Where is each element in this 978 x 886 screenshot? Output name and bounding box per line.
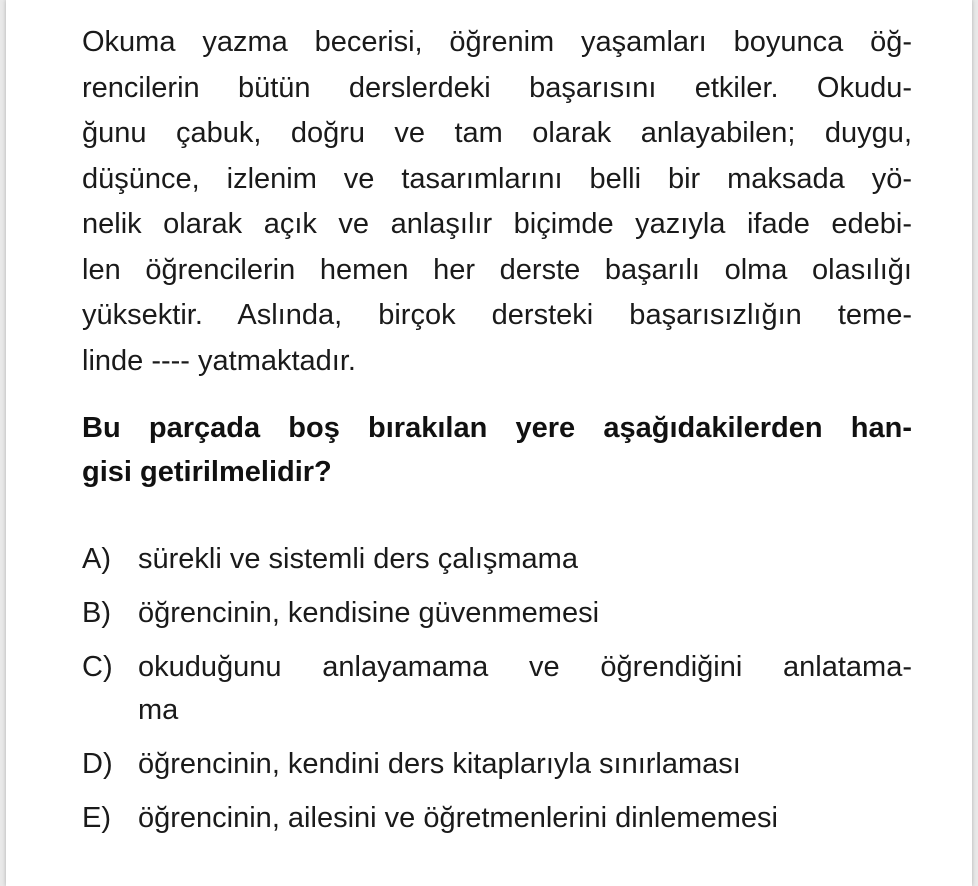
option-text: sürekli ve sistemli ders çalışmama	[138, 543, 578, 575]
option-text: öğrencinin, kendini ders kitaplarıyla sınırlaması	[138, 748, 741, 780]
passage-line: len öğrencilerin hemen her derste başarılı olma olasılığı	[82, 253, 912, 286]
question-line: gisi getirilmelidir?	[82, 456, 332, 488]
passage-line: linde ---- yatmaktadır.	[82, 344, 356, 377]
option-text: öğrencinin, ailesini ve öğretmenlerini dinlememesi	[138, 802, 778, 834]
option-text: ma	[138, 694, 179, 726]
option-text: öğrencinin, kendisine güvenmemesi	[138, 597, 600, 629]
option-letter: D)	[82, 748, 113, 780]
option-a[interactable]	[82, 538, 912, 581]
option-letter: A)	[82, 543, 111, 575]
passage-line: yüksektir. Aslında, birçok dersteki başarısızlığın teme-	[82, 299, 912, 331]
option-c[interactable]	[82, 646, 912, 732]
passage-line: Okuma yazma becerisi, öğrenim yaşamları boyunca öğ-	[82, 26, 912, 58]
option-letter: E)	[82, 802, 111, 834]
reading-passage	[82, 20, 912, 384]
passage-line: rencilerin bütün derslerdeki başarısını etkiler. Okudu-	[82, 71, 912, 104]
option-text: okuduğunu anlayamama ve öğrendiğini anlatama-	[138, 651, 912, 683]
passage-line: düşünce, izlenim ve tasarımlarını belli bir maksada yö-	[82, 162, 912, 195]
option-d[interactable]	[82, 743, 912, 786]
option-letter: C)	[82, 651, 113, 683]
passage-line: nelik olarak açık ve anlaşılır biçimde yazıyla ifade edebi-	[82, 208, 912, 240]
question-prompt	[82, 406, 912, 494]
option-b[interactable]	[82, 592, 912, 635]
option-e[interactable]	[82, 797, 912, 840]
question-line: Bu parçada boş bırakılan yere aşağıdakilerden han-	[82, 412, 912, 444]
answer-options	[82, 538, 912, 851]
option-letter: B)	[82, 597, 111, 629]
document-page	[6, 0, 972, 886]
passage-line: ğunu çabuk, doğru ve tam olarak anlayabilen; duygu,	[82, 117, 912, 149]
